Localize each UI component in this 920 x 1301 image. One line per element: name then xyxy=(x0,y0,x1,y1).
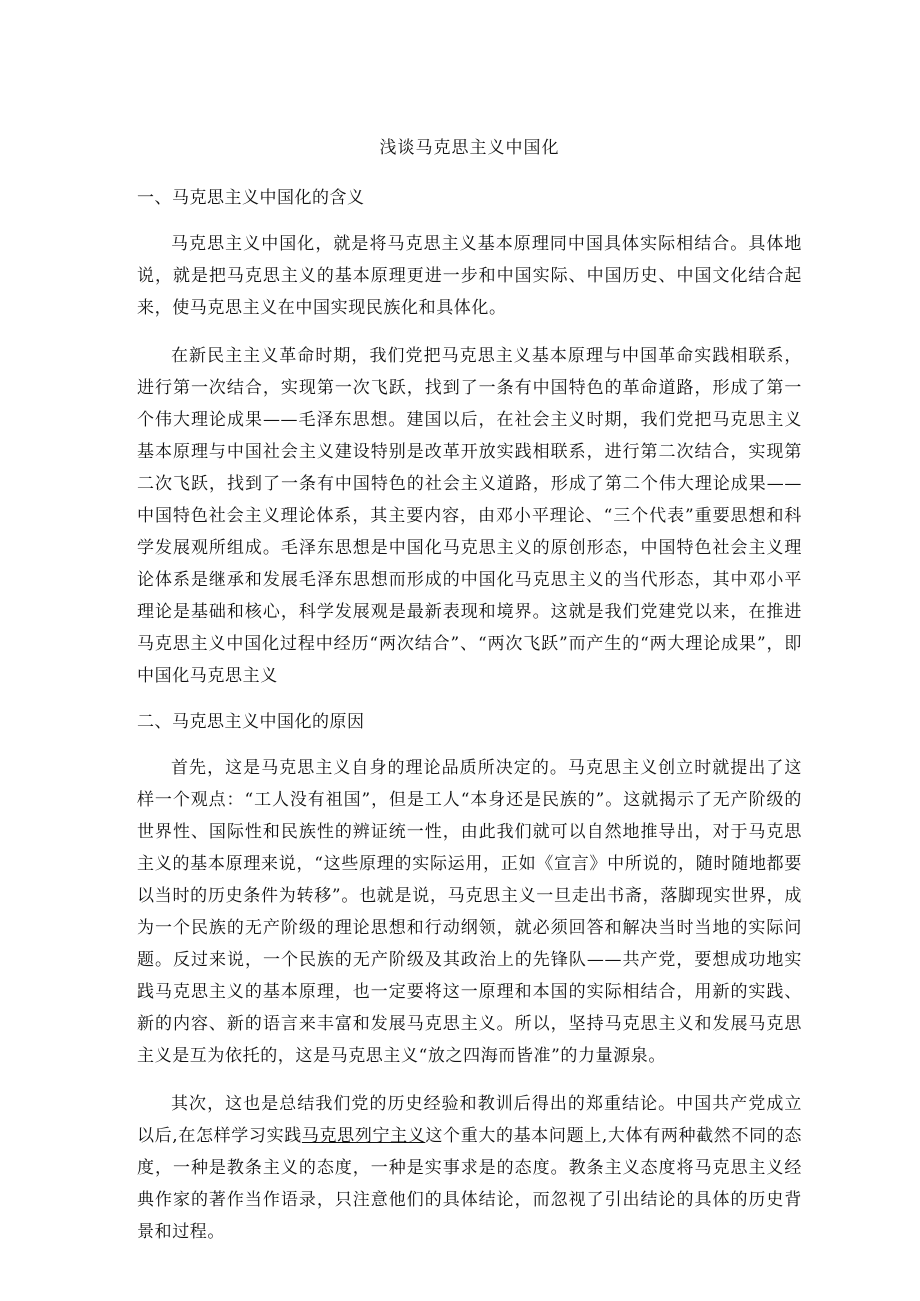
paragraph-second-reason xyxy=(137,1088,802,1248)
paragraph-definition: 马克思主义中国化，就是将马克思主义基本原理同中国具体实际相结合。具体地说，就是把马克思主义的基本原理更进一步和中国实际、中国历史、中国文化结合起来，使马克思主义在中国实现民族化和具体化。 xyxy=(137,234,802,318)
section-heading-reasons: 二、马克思主义中国化的原因 xyxy=(137,712,365,732)
section-heading-meaning: 一、马克思主义中国化的含义 xyxy=(137,188,365,208)
paragraph-first-reason: 首先，这是马克思主义自身的理论品质所决定的。马克思主义创立时就提出了这样一个观点：“工人没有祖国”，但是工人“本身还是民族的”。这就揭示了无产阶级的世界性、国际性和民族性的辨证统一性，由此我们就可以自然地推导出，对于马克思主义的基本原理来说，“这些原理的实际运用，正如《宣言》中所说的，随时随地都要以当时的历史条件为转移”。也就是说，马克思主义一旦走出书斋，落脚现实世界，成为一个民族的无产阶级的理论思想和行动纲领，就必须回答和解决当时当地的实际问题。反过来说，一个民族的无产阶级及其政治上的先锋队——共产党，要想成功地实践马克思主义的基本原理，也一定要将这一原理和本国的实际相结合，用新的实践、新的内容、新的语言来丰富和发展马克思主义。所以，坚持马克思主义和发展马克思主义是互为依托的，这是马克思主义“放之四海而皆准”的力量源泉。 xyxy=(137,758,802,1066)
paragraph-text-before-link: 其次，这也是总结我们党的历史经验和教训后得出的郑重结论。中国共产党成立以后,在怎样学习实践 xyxy=(137,1094,802,1146)
marxism-leninism-link[interactable]: 马克思列宁主义 xyxy=(301,1126,426,1146)
paragraph-history: 在新民主主义革命时期，我们党把马克思主义基本原理与中国革命实践相联系，进行第一次结合，实现第一次飞跃，找到了一条有中国特色的革命道路，形成了第一个伟大理论成果——毛泽东思想。建国以后，在社会主义时期，我们党把马克思主义基本原理与中国社会主义建设特别是改革开放实践相联系，进行第二次结合，实现第二次飞跃，找到了一条有中国特色的社会主义道路，形成了第二个伟大理论成果——中国特色社会主义理论体系，其主要内容，由邓小平理论、“三个代表”重要思想和科学发展观所组成。毛泽东思想是中国化马克思主义的原创形态，中国特色社会主义理论体系是继承和发展毛泽东思想而形成的中国化马克思主义的当代形态，其中邓小平理论是基础和核心，科学发展观是最新表现和境界。这就是我们党建党以来，在推进马克思主义中国化过程中经历“两次结合”、“两次飞跃”而产生的“两大理论成果”，即中国化马克思主义 xyxy=(137,346,802,686)
paragraph-text-after-link: 这个重大的基本问题上,大体有两种截然不同的态度，一种是教条主义的态度，一种是实事求是的态度。教条主义态度将马克思主义经典作家的著作当作语录，只注意他们的具体结论，而忽视了引出结论的具体的历史背景和过程。 xyxy=(137,1126,802,1242)
document-title: 浅谈马克思主义中国化 xyxy=(379,138,560,158)
